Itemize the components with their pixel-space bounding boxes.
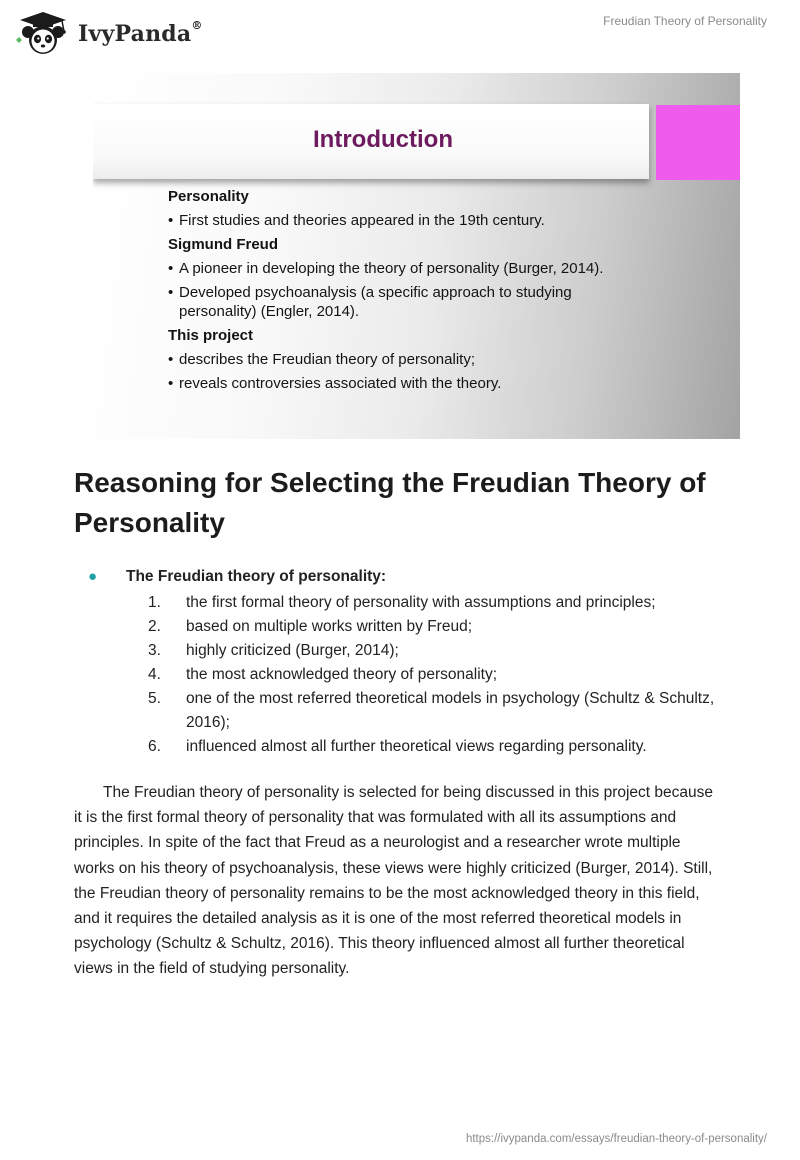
slide-bullet: • A pioneer in developing the theory of personality (Burger, 2014). [168, 259, 648, 278]
bullet-dot-icon: ● [88, 568, 98, 585]
brand-logo[interactable] [14, 10, 203, 56]
slide-body [168, 187, 648, 393]
list-item [88, 615, 728, 639]
list-item [88, 735, 728, 759]
list-item [88, 591, 728, 615]
panda-graduate-icon [14, 10, 72, 56]
body-paragraph: The Freudian theory of personality is selected for being discussed in this project because it is the first formal theory of personality that was formulated with all its assumptions and principles. In spite of the fact that Freud as a neurologist and a researcher wrote multiple works on his theory of psychoanalysis, these views were highly criticized (Burger, 2014). Still, the Freudian theory of personality remains to be the most acknowledged theory in this field, and it requires the detailed analysis as it is one of the most referred theoretical models in psychology (Schultz & Schultz, 2016). This theory influenced almost all further theoretical views in the field of studying personality. [74, 784, 714, 978]
running-title: Freudian Theory of Personality [603, 14, 767, 28]
list-item [88, 663, 728, 687]
list-item-number: 4. [148, 666, 161, 683]
intro-slide-image [93, 73, 740, 439]
slide-title: Introduction [313, 126, 453, 153]
section-heading: Reasoning for Selecting the Freudian Theory of Personality [74, 467, 706, 538]
list-item-number: 5. [148, 690, 161, 707]
reasons-list [88, 567, 728, 759]
list-item-text: highly criticized (Burger, 2014); [186, 642, 399, 659]
list-item-text: one of the most referred theoretical models in psychology (Schultz & Schultz, 2016); [186, 690, 715, 731]
source-url-link[interactable]: https://ivypanda.com/essays/freudian-theory-of-personality/ [465, 1133, 767, 1145]
brand-name: IvyPanda® [78, 19, 203, 47]
list-item-text: the most acknowledged theory of personality; [186, 666, 498, 683]
slide-bullet: • Developed psychoanalysis (a specific approach to studying personality) (Engler, 2014). [168, 283, 648, 321]
list-item-number: 6. [148, 738, 161, 755]
slide-bullet: • First studies and theories appeared in the 19th century. [168, 211, 648, 230]
list-item [88, 687, 728, 735]
page-header [0, 0, 800, 64]
numbered-list [88, 591, 728, 759]
list-item-number: 3. [148, 642, 161, 659]
slide-heading: Sigmund Freud [168, 236, 278, 253]
slide-bullet: • reveals controversies associated with the theory. [168, 374, 648, 393]
list-item-text: influenced almost all further theoretical views regarding personality. [186, 738, 647, 755]
slide-bullet: • describes the Freudian theory of personality; [168, 350, 648, 369]
list-lead [88, 567, 728, 587]
slide-heading: This project [168, 327, 254, 344]
list-item-number: 1. [148, 594, 161, 611]
slide-heading: Personality [168, 188, 249, 205]
list-item-text: based on multiple works written by Freud; [186, 618, 473, 635]
list-item [88, 639, 728, 663]
list-item-text: the first formal theory of personality with assumptions and principles; [186, 594, 656, 611]
list-item-number: 2. [148, 618, 161, 635]
list-lead-text: The Freudian theory of personality: [126, 568, 387, 585]
